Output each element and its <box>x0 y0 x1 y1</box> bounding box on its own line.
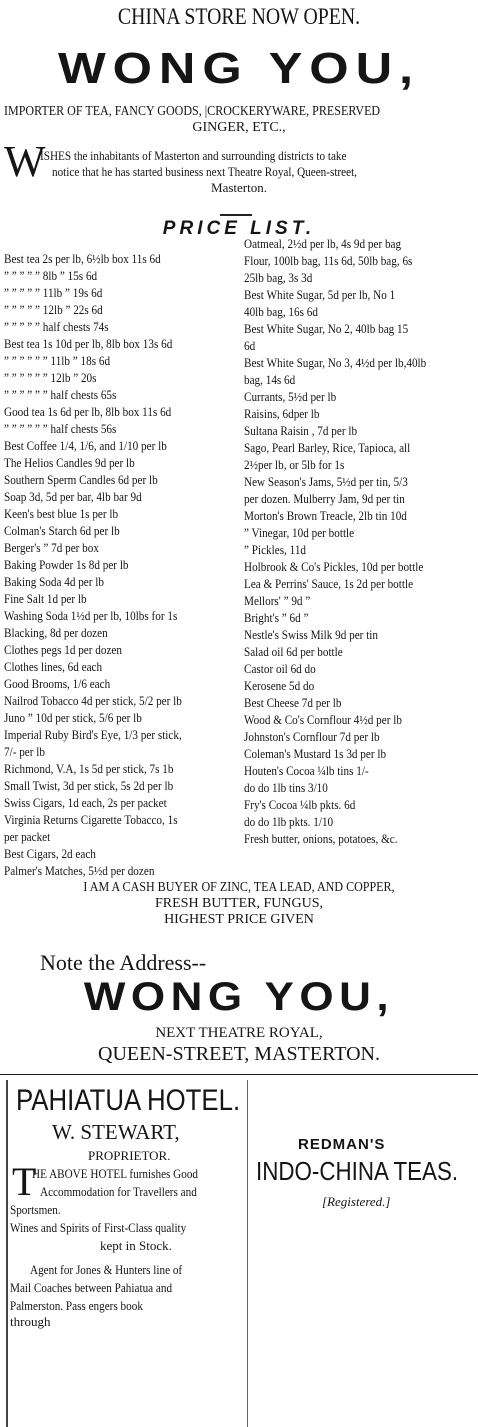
right-line: Flour, 100lb bag, 11s 6d, 50lb bag, 6s <box>244 253 413 268</box>
right-line: Nestle's Swiss Milk 9d per tin <box>244 627 379 642</box>
left-line: Blacking, 8d per dozen <box>4 625 108 640</box>
left-line: Good Brooms, 1/6 each <box>4 676 111 691</box>
left-line: Palmer's Matches, 5½d per dozen <box>4 863 155 878</box>
left-line: Best tea 1s 10d per lb, 8lb box 13s 6d <box>4 336 173 351</box>
right-line: 2½per lb, or 5lb for 1s <box>244 457 345 472</box>
right-line: Best White Sugar, 5d per lb, No 1 <box>244 287 396 302</box>
section-divider <box>0 1074 478 1075</box>
left-line: Baking Powder 1s 8d per lb <box>4 557 129 572</box>
left-line: ” ” ” ” ” ” 11lb ” 18s 6d <box>4 353 111 368</box>
left-line: Berger's ” 7d per box <box>4 540 99 555</box>
left-line: Swiss Cigars, 1d each, 2s per packet <box>4 795 167 810</box>
right-line: Castor oil 6d do <box>244 661 316 676</box>
redman-registered: [Registered.] <box>322 1194 391 1209</box>
intro-line-1: ISHES the inhabitants of Masterton and surrounding districts to take <box>40 148 347 163</box>
left-line: ” ” ” ” ” half chests 74s <box>4 319 109 334</box>
hotel-drop-cap: T <box>12 1159 37 1204</box>
right-line: Sultana Raisin , 7d per lb <box>244 423 358 438</box>
left-line: ” ” ” ” ” 8lb ” 15s 6d <box>4 268 98 283</box>
left-line: Virginia Returns Cigarette Tobacco, 1s <box>4 812 178 827</box>
subtitle-line-2: GINGER, ETC., <box>192 120 286 135</box>
right-line: Coleman's Mustard 1s 3d per lb <box>244 746 387 761</box>
hotel-line-8: Palmerston. Pass engers book <box>10 1298 143 1313</box>
right-line: Lea & Perrins' Sauce, 1s 2d per bottle <box>244 576 414 591</box>
right-line: ” Vinegar, 10d per bottle <box>244 525 355 540</box>
left-line: Richmond, V.A, 1s 5d per stick, 7s 1b <box>4 761 174 776</box>
right-line: Best White Sugar, No 3, 4½d per lb,40lb <box>244 355 427 370</box>
hotel-line-3: Sportsmen. <box>10 1202 61 1217</box>
note-address: Note the Address-- <box>40 950 207 975</box>
headline: CHINA STORE NOW OPEN. <box>117 4 361 29</box>
address-line-2: QUEEN-STREET, MASTERTON. <box>98 1043 380 1065</box>
buyer-line-1: I AM A CASH BUYER OF ZINC, TEA LEAD, AND COPPER, <box>83 880 395 895</box>
right-line: Raisins, 6dper lb <box>244 406 320 421</box>
hotel-line-5: kept in Stock. <box>100 1238 172 1253</box>
divider-short <box>220 214 252 216</box>
subtitle-line-1: IMPORTER OF TEA, FANCY GOODS, |CROCKERYWARE, PRESERVED <box>4 104 381 119</box>
right-line: New Season's Jams, 5½d per tin, 5/3 <box>244 474 408 489</box>
left-line: Best Coffee 1/4, 1/6, and 1/10 per lb <box>4 438 167 453</box>
price-list-right-column <box>244 235 456 847</box>
left-line: ” ” ” ” ” ” 12lb ” 20s <box>4 370 97 385</box>
buyer-line-3: HIGHEST PRICE GIVEN <box>164 912 314 927</box>
right-line: per dozen. Mulberry Jam, 9d per tin <box>244 491 405 506</box>
left-line: Baking Soda 4d per lb <box>4 574 104 589</box>
left-line: Southern Sperm Candles 6d per lb <box>4 472 158 487</box>
business-name-repeat: WONG YOU, <box>83 975 395 1019</box>
hotel-line-7: Mail Coaches between Pahiatua and <box>10 1280 173 1295</box>
left-line: per packet <box>4 829 51 844</box>
left-line: Clothes pegs 1d per dozen <box>4 642 122 657</box>
price-list-left-column <box>4 250 211 879</box>
left-line: Nailrod Tobacco 4d per stick, 5/2 per lb <box>4 693 182 708</box>
right-line: Oatmeal, 2½d per lb, 4s 9d per bag <box>244 236 402 251</box>
hotel-title: PAHIATUA HOTEL. <box>16 1084 241 1117</box>
left-line: Best Cigars, 2d each <box>4 846 96 861</box>
redman-product: INDO-CHINA TEAS. <box>256 1156 459 1186</box>
left-line: ” ” ” ” ” ” half chests 65s <box>4 387 117 402</box>
left-line: Keen's best blue 1s per lb <box>4 506 119 521</box>
left-line: Juno ” 10d per stick, 5/6 per lb <box>4 710 142 725</box>
hotel-role: PROPRIETOR. <box>88 1148 171 1163</box>
left-line: Clothes lines, 6d each <box>4 659 103 674</box>
right-line: Fry's Cocoa ¼lb pkts. 6d <box>244 797 356 812</box>
right-line: Johnston's Cornflour 7d per lb <box>244 729 380 744</box>
right-line: do do 1lb tins 3/10 <box>244 780 328 795</box>
right-line: Houten's Cocoa ¼lb tins 1/- <box>244 763 369 778</box>
hotel-line-2: Accommodation for Travellers and <box>40 1184 197 1199</box>
left-line: The Helios Candles 9d per lb <box>4 455 135 470</box>
right-line: Fresh butter, onions, potatoes, &c. <box>244 831 398 846</box>
hotel-line-6: Agent for Jones & Hunters line of <box>30 1262 183 1277</box>
right-line: Best Cheese 7d per lb <box>244 695 342 710</box>
left-line: 7/- per lb <box>4 744 45 759</box>
right-line: 40lb bag, 16s 6d <box>244 304 318 319</box>
right-line: Morton's Brown Treacle, 2lb tin 10d <box>244 508 407 523</box>
intro-line-3: Masterton. <box>211 180 267 195</box>
right-line: 6d <box>244 338 256 353</box>
hotel-line-1: HE ABOVE HOTEL furnishes Good <box>32 1166 199 1181</box>
left-border <box>6 1080 8 1427</box>
buyer-line-2: FRESH BUTTER, FUNGUS, <box>154 896 324 911</box>
right-line: 25lb bag, 3s 3d <box>244 270 313 285</box>
right-line: Currants, 5½d per lb <box>244 389 337 404</box>
left-line: Good tea 1s 6d per lb, 8lb box 11s 6d <box>4 404 172 419</box>
hotel-owner: W. STEWART, <box>52 1120 180 1144</box>
business-name: WONG YOU, <box>58 44 420 93</box>
left-line: Soap 3d, 5d per bar, 4lb bar 9d <box>4 489 142 504</box>
right-line: bag, 14s 6d <box>244 372 296 387</box>
price-list-heading: PRICE LIST. <box>162 218 316 239</box>
column-divider <box>247 1080 248 1427</box>
left-line: Washing Soda 1½d per lb, 10lbs for 1s <box>4 608 178 623</box>
right-line: do do 1lb pkts. 1/10 <box>244 814 334 829</box>
left-line: Imperial Ruby Bird's Eye, 1/3 per stick, <box>4 727 182 742</box>
right-line: Bright's ” 6d ” <box>244 610 309 625</box>
right-line: Mellors' ” 9d ” <box>244 593 311 608</box>
left-line: ” ” ” ” ” ” half chests 56s <box>4 421 117 436</box>
hotel-line-4: Wines and Spirits of First-Class quality <box>10 1220 187 1235</box>
intro-drop-cap: W <box>4 137 46 186</box>
left-line: Fine Salt 1d per lb <box>4 591 87 606</box>
right-line: Sago, Pearl Barley, Rice, Tapioca, all <box>244 440 411 455</box>
left-line: ” ” ” ” ” 12lb ” 22s 6d <box>4 302 103 317</box>
right-line: Kerosene 5d do <box>244 678 315 693</box>
right-line: ” Pickles, 11d <box>244 542 307 557</box>
left-line: Best tea 2s per lb, 6½lb box 11s 6d <box>4 251 161 266</box>
left-line: Small Twist, 3d per stick, 5s 2d per lb <box>4 778 174 793</box>
right-line: Best White Sugar, No 2, 40lb bag 15 <box>244 321 409 336</box>
right-line: Wood & Co's Cornflour 4½d per lb <box>244 712 402 727</box>
hotel-line-9: through <box>10 1314 51 1329</box>
address-line-1: NEXT THEATRE ROYAL, <box>155 1025 323 1041</box>
redman-brand: REDMAN'S <box>298 1136 386 1153</box>
right-line: Salad oil 6d per bottle <box>244 644 343 659</box>
left-line: ” ” ” ” ” 11lb ” 19s 6d <box>4 285 103 300</box>
left-line: Colman's Starch 6d per lb <box>4 523 120 538</box>
intro-line-2: notice that he has started business next Theatre Royal, Queen-street, <box>52 164 357 179</box>
right-line: Holbrook & Co's Pickles, 10d per bottle <box>244 559 424 574</box>
